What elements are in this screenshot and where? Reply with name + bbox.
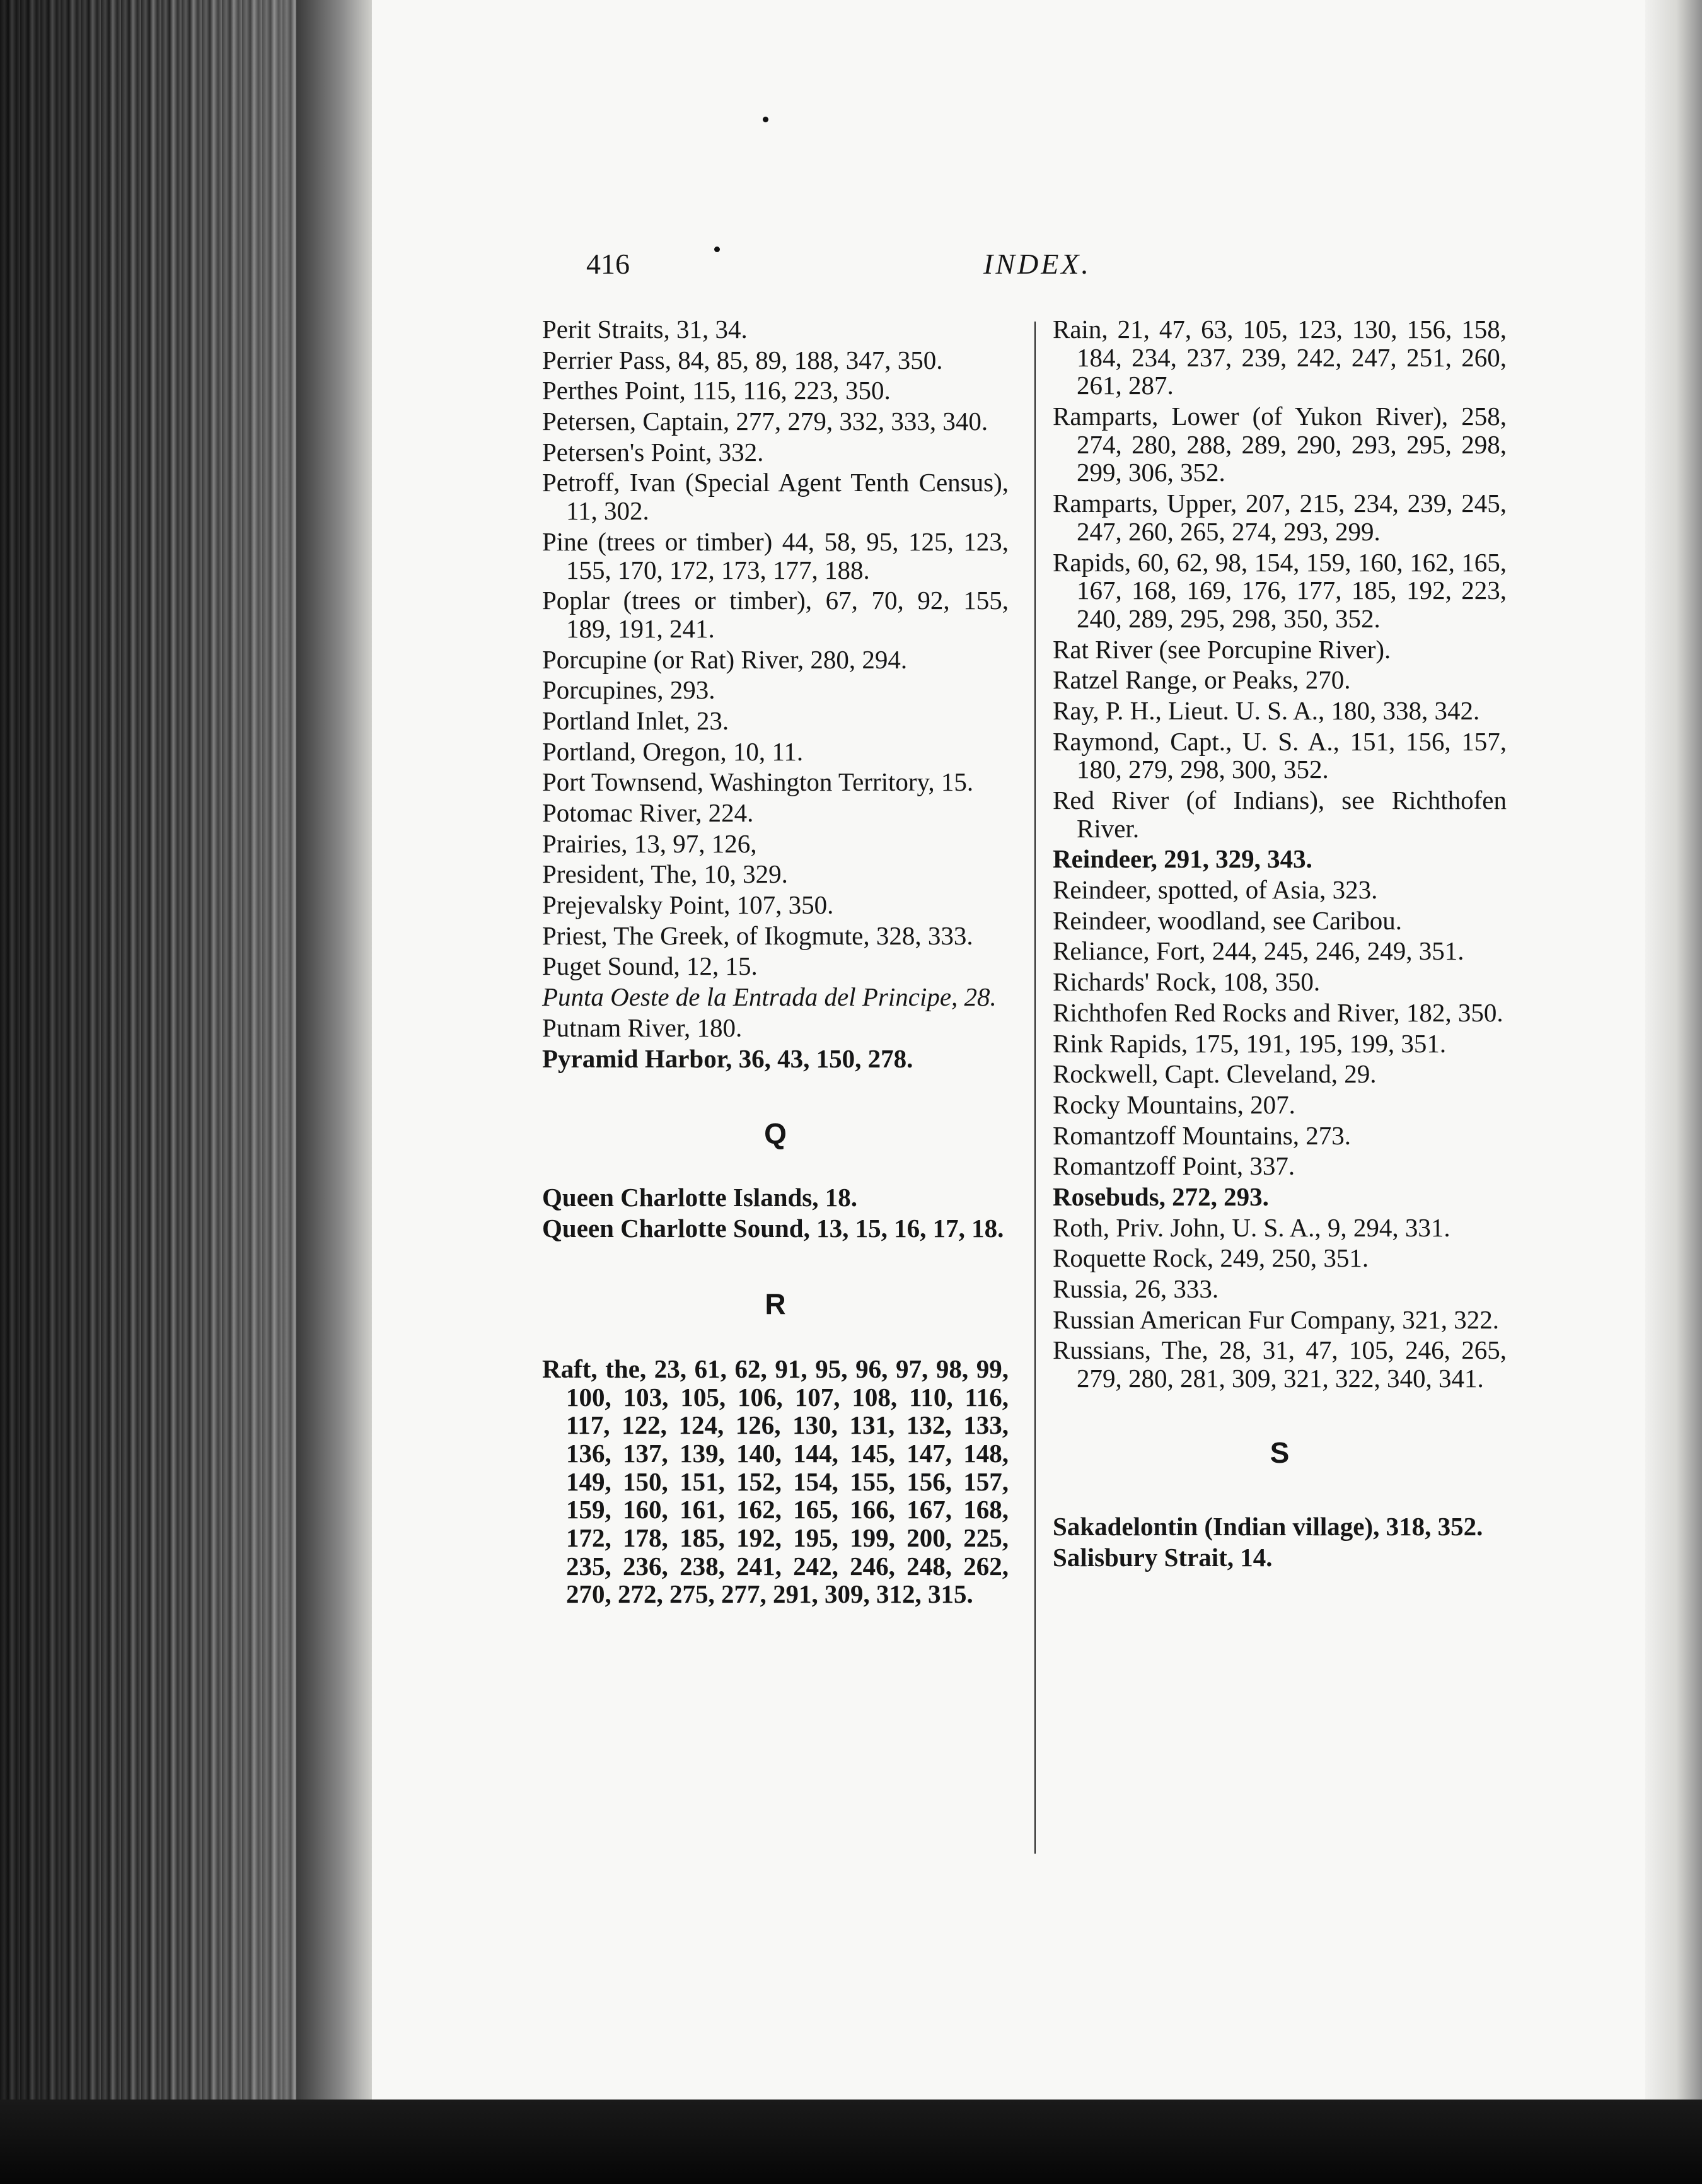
index-entry: President, The, 10, 329.	[542, 859, 788, 889]
index-entry: Romantzoff Point, 337.	[1053, 1151, 1295, 1181]
index-entry: Raft, the, 23, 61, 62, 91, 95, 96, 97, 98, 99, 100, 103, 105, 106, 107, 108, 110, 116, 117, 122, 124, 126, 130, 131, 132, 133, 136, 137, 139, 140, 144, 145, 147, 148, 149, 150, 151, 152, 154, 155, 156, 157, 159, 160, 161, 162, 165, 166, 167, 168, 172, 178, 185, 192, 195, 199, 200, 225, 235, 236, 238, 241, 242, 246, 248, 262, 270, 272, 275, 277, 291, 309, 312, 315.	[542, 1354, 1009, 1609]
index-entry: Rink Rapids, 175, 191, 195, 199, 351.	[1053, 1028, 1447, 1058]
index-entry: Porcupine (or Rat) River, 280, 294.	[542, 644, 908, 674]
index-entry: Perit Straits, 31, 34.	[542, 315, 748, 344]
index-entry: Pine (trees or timber) 44, 58, 95, 125, 123, 155, 170, 172, 173, 177, 188.	[542, 526, 1009, 584]
index-entry: Perthes Point, 115, 116, 223, 350.	[542, 376, 891, 405]
index-entry: Petersen's Point, 332.	[542, 437, 764, 467]
page-right-edge	[1645, 0, 1702, 2100]
index-entry: Poplar (trees or timber), 67, 70, 92, 155, 189, 191, 241.	[542, 586, 1009, 643]
index-entry: Rain, 21, 47, 63, 105, 123, 130, 156, 158, 184, 234, 237, 239, 242, 247, 251, 260, 261, 287.	[1053, 315, 1507, 400]
index-entry: Ramparts, Lower (of Yukon River), 258, 274, 280, 288, 289, 290, 293, 295, 298, 299, 306, 352.	[1053, 402, 1507, 487]
index-entry: Reliance, Fort, 244, 245, 246, 249, 351.	[1053, 936, 1464, 966]
index-entry: Queen Charlotte Islands, 18.	[542, 1183, 858, 1212]
s-entries-list	[1053, 1513, 1507, 1571]
scan-speck	[714, 247, 720, 252]
index-entry: Priest, The Greek, of Ikogmute, 328, 333.	[542, 921, 973, 950]
index-entry: Petersen, Captain, 277, 279, 332, 333, 340.	[542, 407, 988, 436]
index-entry: Russia, 26, 333.	[1053, 1274, 1219, 1303]
index-entry: Roth, Priv. John, U. S. A., 9, 294, 331.	[1053, 1212, 1450, 1242]
index-entry: Port Townsend, Washington Territory, 15.	[542, 767, 974, 797]
index-entry: Red River (of Indians), see Richthofen River.	[1053, 786, 1507, 843]
page-gutter	[296, 0, 372, 2184]
index-entry: Rocky Mountains, 207.	[1053, 1089, 1295, 1119]
index-entry: Ratzel Range, or Peaks, 270.	[1053, 665, 1351, 695]
index-entry: Prairies, 13, 97, 126,	[542, 828, 757, 858]
column-divider	[1034, 322, 1036, 1854]
index-entry: Sakadelontin (Indian village), 318, 352.	[1053, 1511, 1483, 1541]
index-column-right	[1053, 315, 1507, 1574]
index-entry: Rosebuds, 272, 293.	[1053, 1182, 1269, 1211]
index-entry: Potomac River, 224.	[542, 798, 754, 827]
index-entry: Puget Sound, 12, 15.	[542, 951, 758, 981]
index-entry: Russian American Fur Company, 321, 322.	[1053, 1304, 1499, 1334]
section-letter-s: S	[1270, 1436, 1290, 1469]
index-entry: Rockwell, Capt. Cleveland, 29.	[1053, 1059, 1377, 1089]
index-entry: Queen Charlotte Sound, 13, 15, 16, 17, 18.	[542, 1214, 1004, 1243]
q-entries-list	[542, 1183, 1009, 1242]
index-entry: Reindeer, woodland, see Caribou.	[1053, 905, 1402, 935]
index-column-left	[542, 315, 1009, 1611]
section-letter-r: R	[765, 1287, 786, 1320]
scan-speck	[763, 117, 768, 122]
index-entry: Ray, P. H., Lieut. U. S. A., 180, 338, 342.	[1053, 695, 1480, 725]
index-entry: Richthofen Red Rocks and River, 182, 350.	[1053, 997, 1503, 1027]
index-entry: Reindeer, spotted, of Asia, 323.	[1053, 875, 1378, 905]
index-entry: Putnam River, 180.	[542, 1013, 743, 1042]
index-entry: Rapids, 60, 62, 98, 154, 159, 160, 162, 165, 167, 168, 169, 176, 177, 185, 192, 223, 240, 289, 295, 298, 350, 352.	[1053, 547, 1507, 633]
index-entry: Punta Oeste de la Entrada del Principe, 28.	[542, 982, 997, 1012]
p-entries-list	[542, 315, 1009, 1072]
index-entry: Raymond, Capt., U. S. A., 151, 156, 157, 180, 279, 298, 300, 352.	[1053, 726, 1507, 784]
index-entry: Pyramid Harbor, 36, 43, 150, 278.	[542, 1043, 913, 1073]
scan-bottom-border	[0, 2100, 1702, 2184]
index-entry: Rat River (see Porcupine River).	[1053, 634, 1391, 664]
running-head: INDEX.	[983, 248, 1091, 280]
index-entry: Porcupines, 293.	[542, 675, 715, 705]
r-entries-list-right	[1053, 315, 1507, 1393]
index-entry: Perrier Pass, 84, 85, 89, 188, 347, 350.	[542, 345, 943, 375]
index-entry: Prejevalsky Point, 107, 350.	[542, 890, 834, 920]
page-number: 416	[586, 248, 630, 280]
index-entry: Roquette Rock, 249, 250, 351.	[1053, 1243, 1369, 1273]
index-entry: Salisbury Strait, 14.	[1053, 1542, 1273, 1572]
index-entry: Portland Inlet, 23.	[542, 706, 729, 735]
section-letter-q: Q	[764, 1117, 787, 1151]
index-entry: Ramparts, Upper, 207, 215, 234, 239, 245, 247, 260, 265, 274, 293, 299.	[1053, 489, 1507, 546]
index-entry: Petroff, Ivan (Special Agent Tenth Census), 11, 302.	[542, 468, 1009, 526]
index-entry: Russians, The, 28, 31, 47, 105, 246, 265, 279, 280, 281, 309, 321, 322, 340, 341.	[1053, 1335, 1507, 1393]
index-entry: Reindeer, 291, 329, 343.	[1053, 844, 1312, 874]
index-entry: Portland, Oregon, 10, 11.	[542, 736, 804, 766]
r-entries-list-left	[542, 1355, 1009, 1608]
index-entry: Romantzoff Mountains, 273.	[1053, 1120, 1351, 1150]
index-entry: Richards' Rock, 108, 350.	[1053, 967, 1321, 997]
